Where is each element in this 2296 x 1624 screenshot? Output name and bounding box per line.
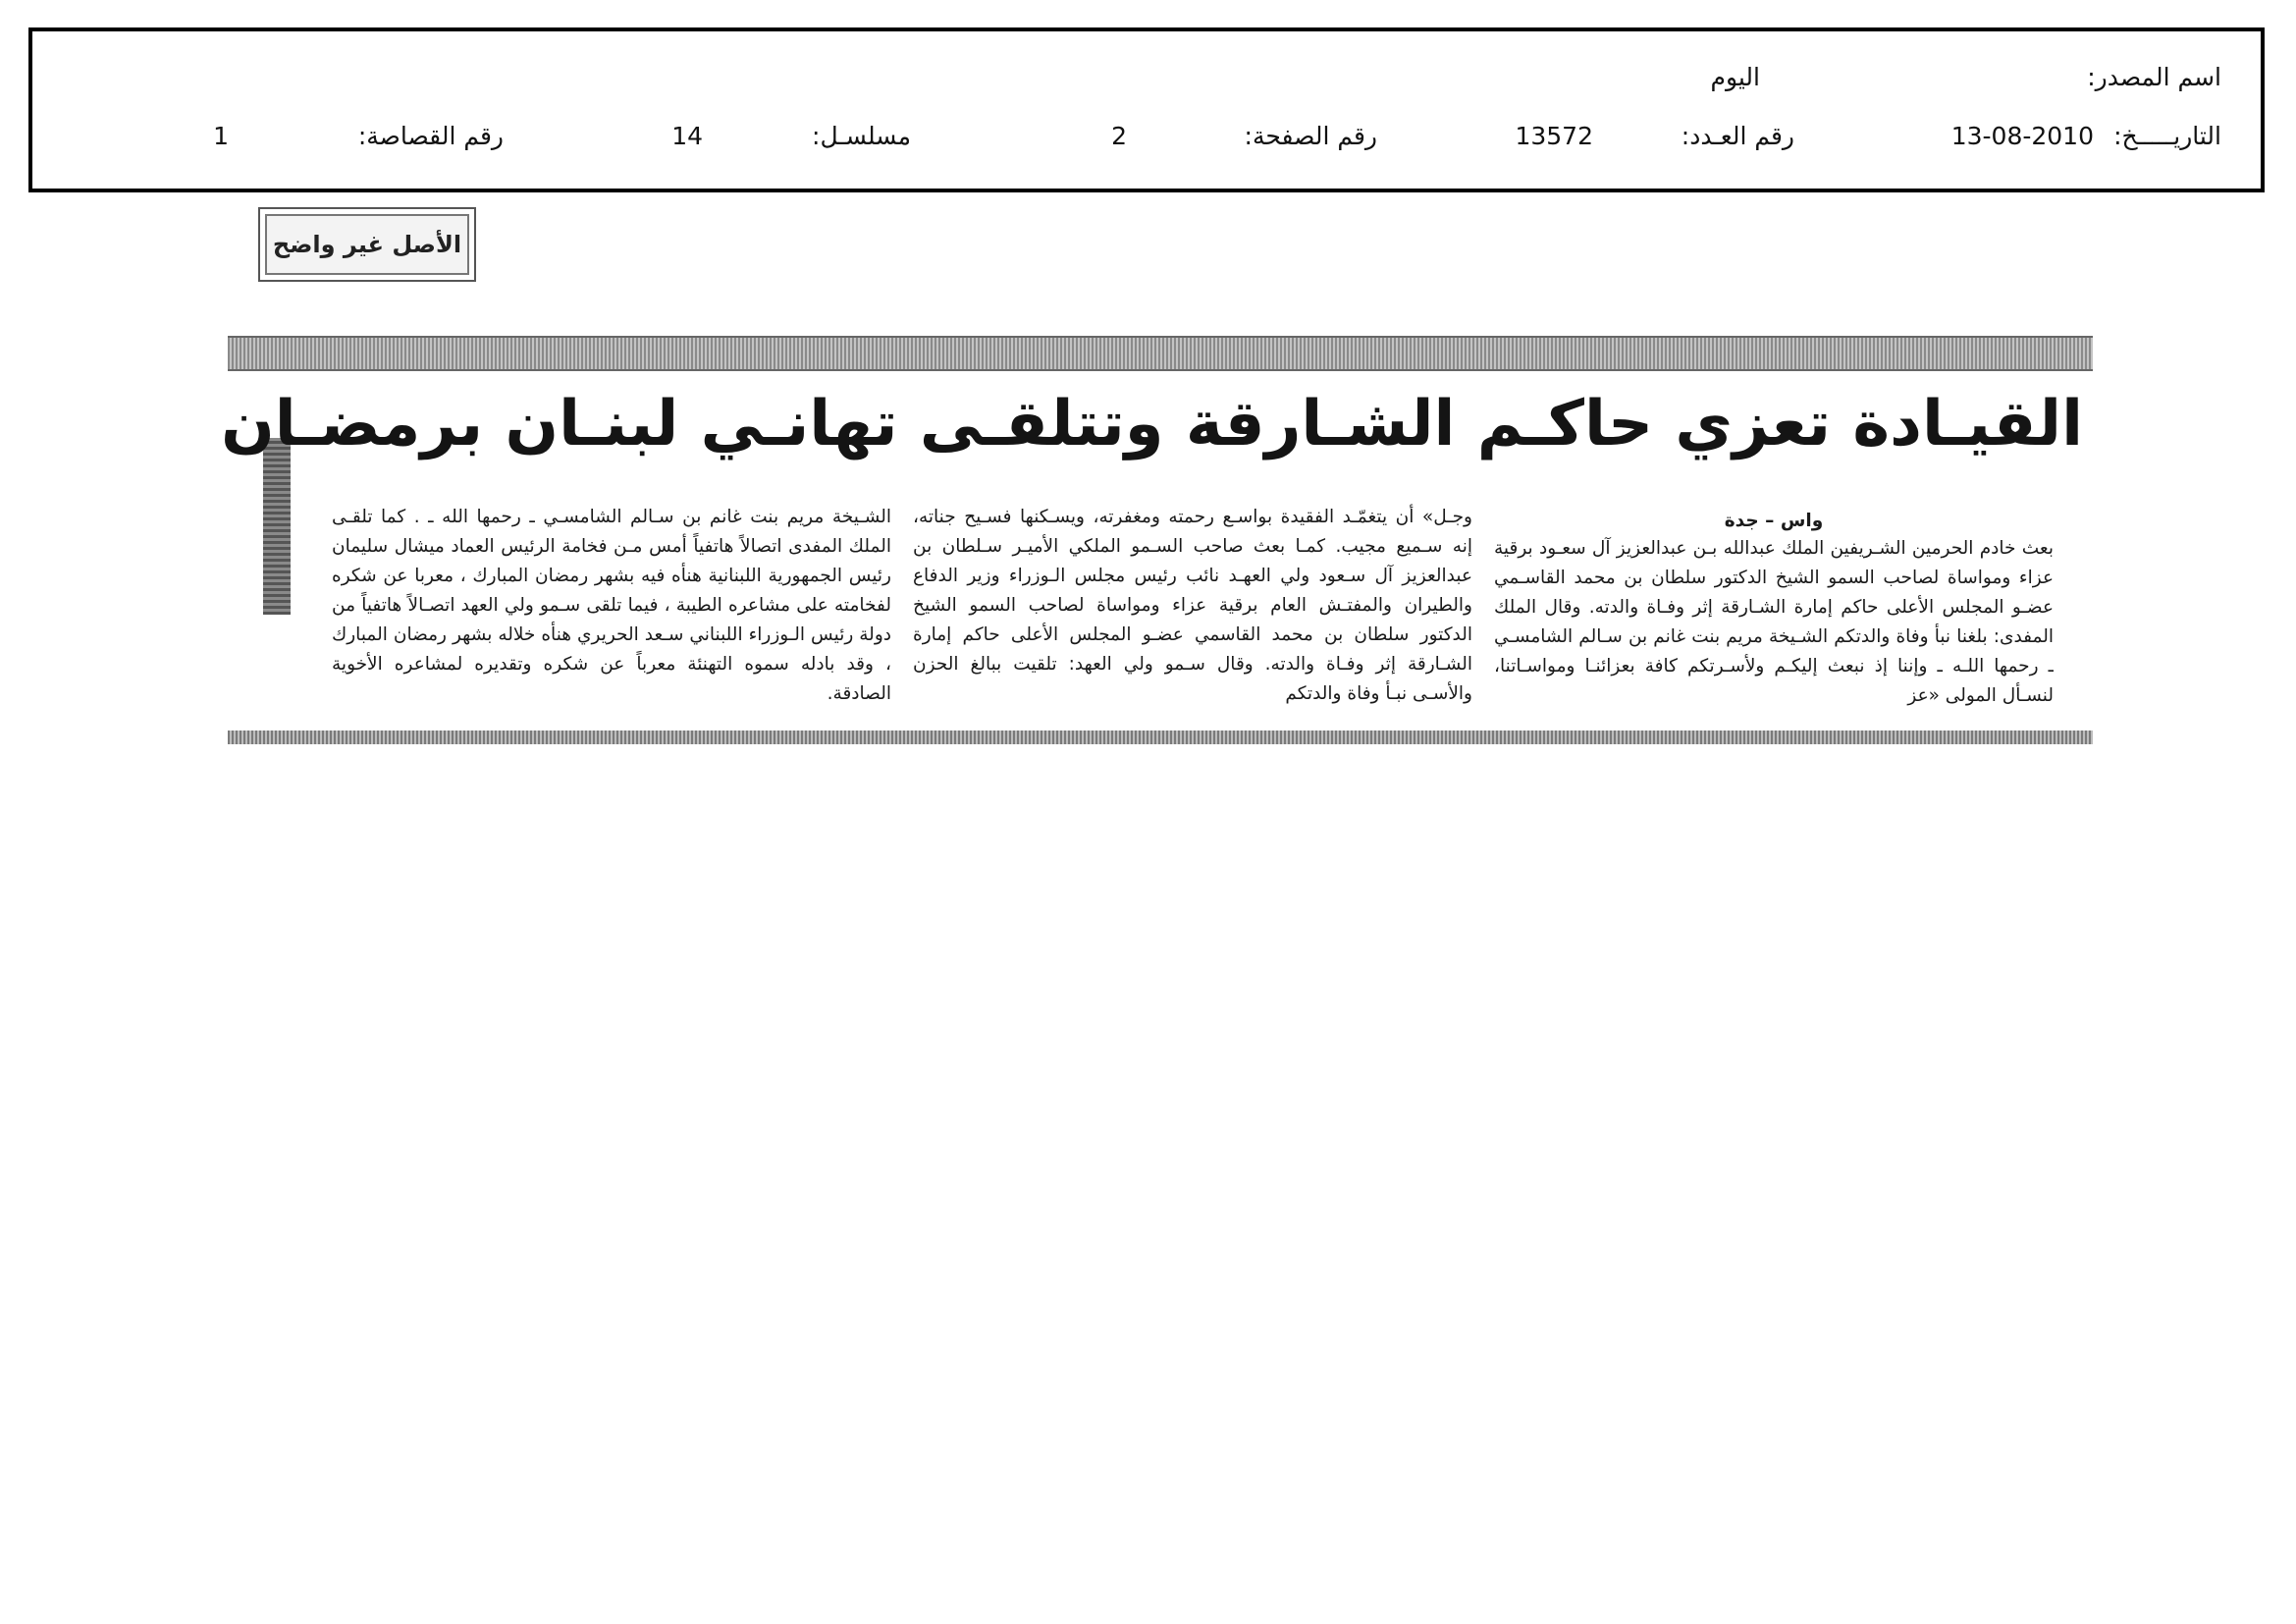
serial-label: مسلسـل: [812,122,911,150]
metadata-header [28,27,2265,192]
date-value: 13-08-2010 [1950,122,2094,150]
clip-value: 1 [213,122,229,150]
date-label: التاريـــــخ: [2113,122,2221,150]
source-value: اليوم [1710,63,1760,91]
page-value: 2 [1111,122,1127,150]
clip-label: رقم القصاصة: [357,122,504,150]
bottom-decorative-bar [228,731,2093,744]
issue-label: رقم العـدد: [1681,122,1794,150]
article-column-2 [913,503,1472,729]
article-column-3 [332,503,891,729]
page-label: رقم الصفحة: [1244,122,1377,150]
column-2-text: وجـل» أن يتغمّـد الفقيدة بواسـع رحمته ومغفرته، ويسـكنها فسـيح جناته، إنه سـميع مجيب. كمـا بعث صاحب السـمو الملكي الأميـر سـلطان بن عبدالعزيز آل سـعود ولي العهـد نائب رئيس مجلس الـوزراء وزير الدفاع والطيران والمفتـش العام برقية عزاء ومواساة لصاحب السمو الشيخ الدكتور سلطان بن محمد القاسمي عضـو المجلس الأعلى حاكم إمارة الشـارقة إثر وفـاة والدته. وقال سـمو ولي العهد: تلقيت ببالغ الحزن والأسـى نبـأ وفاة والدتكم [913,507,1472,704]
article-headline: القيـادة تعزي حاكـم الشـارقة وتتلقـى تهانـي لبنـان برمضـان [221,388,2083,460]
article-byline: واس – جدة [1724,511,1824,531]
unclear-original-stamp: الأصل غير واضح [258,207,476,282]
article-column-1 [1494,509,2054,734]
serial-value: 14 [671,122,703,150]
column-1-text: بعث خادم الحرمين الشـريفين الملك عبدالله بـن عبدالعزيز آل سعـود برقية عزاء ومواساة لصاحب السمو الشيخ الدكتور سلطان بن محمد القاسـمي عضـو المجلس الأعلى حاكم إمارة الشـارقة إثر وفـاة والدته. وقال الملك المفدى: بلغنا نبأ وفاة والدتكم الشـيخة مريم بنت غانم بن سـالم الشامسـي ـ رحمها اللـه ـ وإننا إذ نبعث إليكـم ولأسـرتكم كافة بعزائنـا ومواسـاتنا، لنسـأل المولى «عز [1494,538,2054,706]
newspaper-clipping [221,336,2093,748]
issue-value: 13572 [1515,122,1593,150]
column-3-text: الشـيخة مريم بنت غانم بن سـالم الشامسـي ـ رحمها الله ـ . كما تلقـى الملك المفدى اتصالاً هاتفياً أمس مـن فخامة الرئيس العماد ميشال سليمان رئيس الجمهورية اللبنانية هنأه فيه بشهر رمضان المبارك ، معربا عن شكره لفخامته على مشاعره الطيبة ، فيما تلقى سـمو ولي العهد اتصـالاً هاتفياً من دولة رئيس الـوزراء اللبناني سـعد الحريري هنأه خلاله بشهر رمضان المبارك ، وقد بادله سموه التهنئة معرباً عن شكره وتقديره لمشاعره الأخوية الصادقة. [332,507,891,704]
source-label: اسم المصدر: [2087,63,2221,91]
top-decorative-bar [228,336,2093,371]
